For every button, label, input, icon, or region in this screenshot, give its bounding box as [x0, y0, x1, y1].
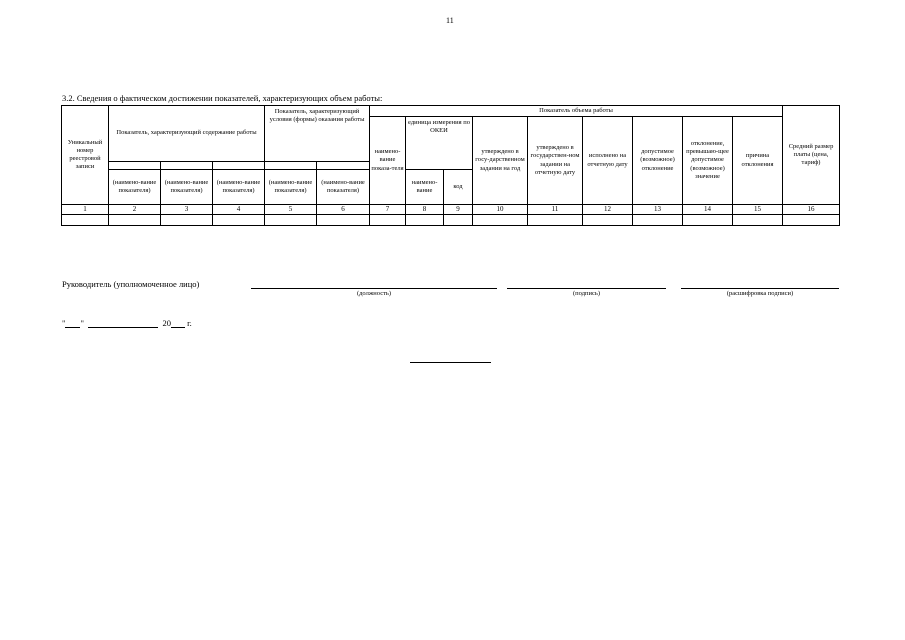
column-number: 1 [62, 205, 109, 215]
header-conditions-sub-2 [317, 162, 370, 170]
year-suffix: г. [187, 318, 192, 328]
header-name-placeholder-1: (наимено-вание показателя) [109, 170, 161, 205]
footer-separator [410, 362, 491, 363]
month-field[interactable] [88, 318, 158, 328]
table-cell[interactable] [265, 215, 317, 226]
report-table [61, 105, 840, 226]
column-number: 16 [783, 205, 840, 215]
page-number: 11 [446, 16, 454, 25]
header-content-indicator: Показатель, характеризующий содержание работы [109, 106, 265, 162]
column-number: 12 [583, 205, 633, 215]
header-conditions-indicator: Показатель, характеризующий условия (формы) оказания работы [265, 106, 370, 162]
table-cell[interactable] [473, 215, 528, 226]
header-avg-payment: Средний размер платы (цена, тариф) [783, 106, 840, 205]
header-exceeding-deviation: отклонение, превышаю-щее допустимое (возможное) значение [683, 117, 733, 205]
header-name-placeholder-4: (наимено-вание показателя) [265, 170, 317, 205]
header-conditions-sub-1 [265, 162, 317, 170]
table-cell[interactable] [528, 215, 583, 226]
header-unit-name: наимено-вание [406, 170, 444, 205]
column-number: 8 [406, 205, 444, 215]
column-number: 15 [733, 205, 783, 215]
table-cell[interactable] [683, 215, 733, 226]
header-deviation-reason: причина отклонения [733, 117, 783, 205]
column-number: 4 [213, 205, 265, 215]
header-approved-date: утверждено в государствен-ном задании на отчетную дату [528, 117, 583, 205]
table-cell[interactable] [583, 215, 633, 226]
header-name-placeholder-3: (наимено-вание показателя) [213, 170, 265, 205]
year-field[interactable] [171, 318, 185, 328]
header-volume-indicator: Показатель объема работы [370, 106, 783, 117]
date-line [62, 318, 192, 328]
position-line[interactable] [251, 288, 497, 289]
table-cell[interactable] [370, 215, 406, 226]
year-prefix: 20 [162, 318, 171, 328]
column-number: 11 [528, 205, 583, 215]
table-cell[interactable] [733, 215, 783, 226]
table-row [62, 215, 840, 226]
section-title: 3.2. Сведения о фактическом достижении показателей, характеризующих объем работы: [62, 93, 383, 103]
header-content-sub-1 [109, 162, 161, 170]
header-name-placeholder-5: (наимено-вание показателя) [317, 170, 370, 205]
table-cell[interactable] [109, 215, 161, 226]
table-cell[interactable] [62, 215, 109, 226]
column-number: 3 [161, 205, 213, 215]
signature-label: Руководитель (уполномоченное лицо) [62, 279, 200, 289]
column-number: 13 [633, 205, 683, 215]
table-cell[interactable] [406, 215, 444, 226]
column-number: 6 [317, 205, 370, 215]
header-unit: единица измерения по ОКЕИ [406, 117, 473, 170]
column-number: 14 [683, 205, 733, 215]
header-content-sub-3 [213, 162, 265, 170]
position-caption: (должность) [356, 290, 392, 297]
header-unique-number: Уникальный номер реестровой записи [62, 106, 109, 205]
column-number: 2 [109, 205, 161, 215]
table-cell[interactable] [317, 215, 370, 226]
table-cell[interactable] [633, 215, 683, 226]
table-cell[interactable] [161, 215, 213, 226]
day-field[interactable] [65, 318, 80, 328]
table-cell[interactable] [444, 215, 473, 226]
close-quote: " [80, 318, 84, 328]
decoding-caption: (расшифровка подписи) [726, 290, 794, 297]
header-approved-year: утверждено в госу-дарственном задании на год [473, 117, 528, 205]
header-name-placeholder-2: (наимено-вание показателя) [161, 170, 213, 205]
table-cell[interactable] [783, 215, 840, 226]
signature-line[interactable] [507, 288, 666, 289]
column-number: 10 [473, 205, 528, 215]
open-quote: " [62, 318, 66, 328]
signature-caption: (подпись) [573, 290, 600, 297]
header-indicator-name: наимено-вание показа-теля [370, 117, 406, 205]
column-number: 5 [265, 205, 317, 215]
header-unit-code: код [444, 170, 473, 205]
decoding-line[interactable] [681, 288, 839, 289]
column-number: 7 [370, 205, 406, 215]
header-content-sub-2 [161, 162, 213, 170]
header-executed: исполнено на отчетную дату [583, 117, 633, 205]
column-number: 9 [444, 205, 473, 215]
table-cell[interactable] [213, 215, 265, 226]
column-number-row [62, 205, 840, 215]
header-allowed-deviation: допустимое (возможное) отклонение [633, 117, 683, 205]
